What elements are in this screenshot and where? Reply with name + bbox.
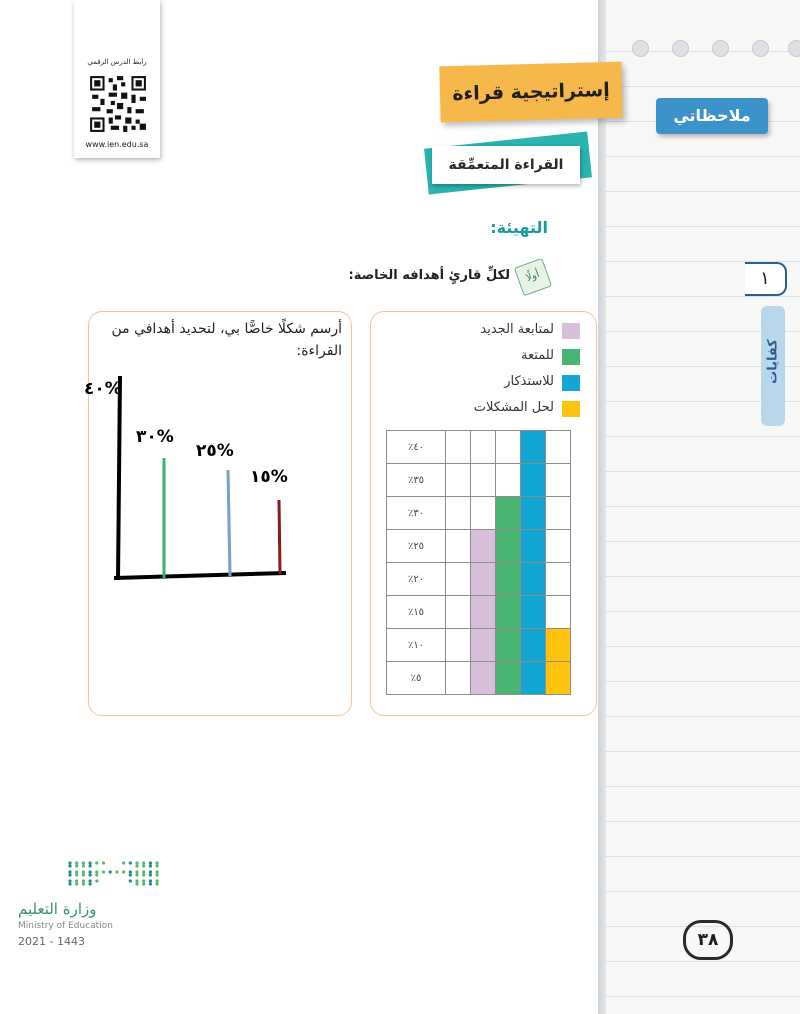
- grid-bar-cell: [521, 596, 546, 629]
- legend-item: [428, 322, 580, 340]
- legend-label: للمتعة: [521, 348, 554, 363]
- grid-bar-cell: [521, 497, 546, 530]
- hand-drawn-chart: [84, 368, 314, 588]
- grid-row: [387, 497, 571, 530]
- notes-title: ملاحظاتي: [656, 98, 768, 134]
- side-tab: [761, 306, 785, 426]
- ministry-name-arabic: وزارة التعليم: [18, 900, 97, 918]
- drawn-label: ١٥%: [250, 467, 288, 487]
- grid-cell-empty: [446, 464, 471, 497]
- grid-bar-cell: [496, 563, 521, 596]
- legend-label: لحل المشكلات: [473, 400, 554, 415]
- question-text: لكلِّ قارئٍ أهدافه الخاصة:: [348, 268, 510, 283]
- grid-row: [387, 596, 571, 629]
- grid-bar-cell: [521, 464, 546, 497]
- legend-item: [428, 374, 580, 392]
- unit-number: ١: [745, 262, 787, 296]
- strategy-banner: [439, 62, 622, 123]
- legend-swatch: [562, 375, 580, 391]
- binder-hole: [672, 40, 689, 57]
- warmup-heading: التهيئة:: [490, 218, 548, 237]
- grid-row: [387, 563, 571, 596]
- grid-bar-cell: [521, 662, 546, 695]
- binder-hole: [752, 40, 769, 57]
- grid-bar-cell: [496, 431, 521, 464]
- grid-bar-cell: [471, 497, 496, 530]
- drawn-axis-horizontal: [114, 573, 286, 578]
- grid-bar-cell: [496, 497, 521, 530]
- grid-row-label: ٪٣٠: [387, 497, 446, 530]
- grid-row-label: ٪٢٠: [387, 563, 446, 596]
- grid-row-label: ٪١٠: [387, 629, 446, 662]
- binder-hole: [632, 40, 649, 57]
- grid-bar-cell: [546, 497, 571, 530]
- legend-swatch: [562, 401, 580, 417]
- grid-row: [387, 464, 571, 497]
- strategy-title: إستراتيجية قراءة: [452, 78, 610, 106]
- drawn-label: ٤٠%: [84, 379, 122, 399]
- legend-swatch: [562, 323, 580, 339]
- grid-row-label: ٪٣٥: [387, 464, 446, 497]
- grid-bar-cell: [546, 431, 571, 464]
- grid-bar-cell: [496, 464, 521, 497]
- legend-label: لمتابعة الجديد: [480, 322, 554, 337]
- grid-bar-cell: [496, 662, 521, 695]
- binder-hole: [712, 40, 729, 57]
- grid-cell-empty: [446, 629, 471, 662]
- ministry-name-english: Ministry of Education: [18, 921, 113, 931]
- legend-swatch: [562, 349, 580, 365]
- grid-bar-cell: [471, 464, 496, 497]
- ministry-logo-icon: [66, 858, 162, 888]
- goals-grid-chart: [386, 430, 571, 695]
- grid-row: [387, 431, 571, 464]
- qr-card[interactable]: [74, 0, 160, 158]
- grid-cell-empty: [446, 563, 471, 596]
- step-badge: أولًا: [514, 258, 552, 296]
- grid-bar-cell: [521, 563, 546, 596]
- grid-row: [387, 629, 571, 662]
- grid-bar-cell: [471, 563, 496, 596]
- qr-url[interactable]: www.ien.edu.sa: [85, 140, 149, 149]
- qr-code-icon[interactable]: [88, 74, 148, 134]
- drawing-prompt: أرسم شكلًا خاصًّا بي، لتحديد أهدافي من القراءة:: [111, 321, 342, 359]
- grid-row-label: ٪٤٠: [387, 431, 446, 464]
- grid-bar-cell: [496, 596, 521, 629]
- binder-hole: [788, 40, 800, 57]
- grid-bar-cell: [496, 530, 521, 563]
- side-tab-label: كفايات: [765, 339, 781, 384]
- notes-panel: [606, 0, 800, 1014]
- grid-row-label: ٪٥: [387, 662, 446, 695]
- grid-bar-cell: [471, 662, 496, 695]
- grid-bar-cell: [546, 629, 571, 662]
- grid-cell-empty: [446, 497, 471, 530]
- drawn-bar-red: [279, 500, 280, 574]
- grid-bar-cell: [521, 629, 546, 662]
- grid-bar-cell: [546, 662, 571, 695]
- grid-bar-cell: [546, 464, 571, 497]
- grid-row-label: ٪٢٥: [387, 530, 446, 563]
- qr-caption: رابط الدرس الرقمي: [87, 58, 147, 66]
- grid-cell-empty: [446, 530, 471, 563]
- subtitle: القراءة المتعمِّقة: [432, 146, 580, 184]
- grid-cell-empty: [446, 596, 471, 629]
- ministry-year: 2021 - 1443: [18, 935, 85, 948]
- drawn-axis-vertical: [118, 376, 120, 580]
- grid-bar-cell: [546, 563, 571, 596]
- grid-row-label: ٪١٥: [387, 596, 446, 629]
- grid-bar-cell: [546, 596, 571, 629]
- page-number: ٣٨: [683, 920, 733, 960]
- grid-bar-cell: [496, 629, 521, 662]
- legend-item: [428, 400, 580, 418]
- drawn-label: ٢٥%: [196, 441, 234, 461]
- drawn-label: ٣٠%: [136, 427, 174, 447]
- drawn-bar-blue: [228, 470, 230, 576]
- grid-bar-cell: [471, 596, 496, 629]
- grid-bar-cell: [521, 530, 546, 563]
- legend-item: [428, 348, 580, 366]
- grid-cell-empty: [446, 662, 471, 695]
- grid-row: [387, 662, 571, 695]
- grid-bar-cell: [471, 530, 496, 563]
- legend-label: للاستذكار: [504, 374, 554, 389]
- grid-bar-cell: [471, 629, 496, 662]
- grid-bar-cell: [471, 431, 496, 464]
- grid-cell-empty: [446, 431, 471, 464]
- grid-bar-cell: [521, 431, 546, 464]
- grid-bar-cell: [546, 530, 571, 563]
- grid-row: [387, 530, 571, 563]
